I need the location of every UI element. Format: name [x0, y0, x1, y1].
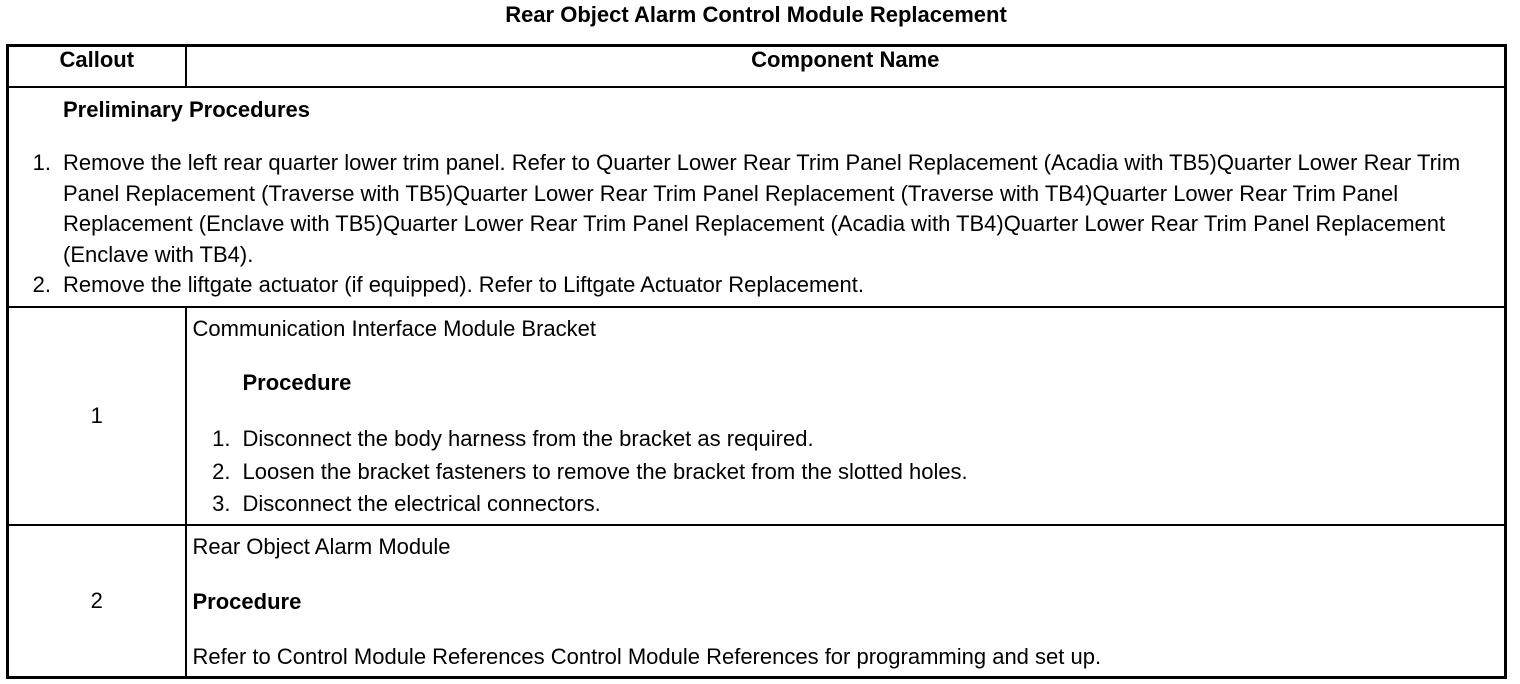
component-name: Rear Object Alarm Module	[192, 534, 451, 559]
step-text: Disconnect the electrical connectors.	[242, 491, 601, 516]
column-header-component-name: Component Name	[186, 46, 1506, 88]
table-header-row	[8, 46, 1506, 88]
step-number: 1.	[212, 426, 231, 451]
preliminary-procedures-row	[8, 87, 1506, 307]
step-text: Remove the liftgate actuator (if equipped). Refer to Liftgate Actuator Replacement.	[63, 272, 865, 297]
procedure-step	[212, 488, 1443, 521]
component-cell	[186, 525, 1506, 678]
procedure-note: Refer to Control Module References Control Module References for programming and set up.	[192, 644, 1102, 669]
step-number: 3.	[212, 491, 231, 516]
procedure-steps-list	[212, 423, 1443, 521]
step-text: Disconnect the body harness from the bracket as required.	[242, 426, 814, 451]
table-row	[8, 525, 1506, 678]
procedure-heading: Procedure	[192, 589, 302, 614]
table-row	[8, 307, 1506, 525]
preliminary-procedures-cell	[8, 87, 1506, 307]
callout-cell: 1	[8, 307, 186, 525]
procedure-step	[212, 456, 1443, 489]
step-number: 1.	[32, 150, 51, 175]
preliminary-steps-list	[32, 148, 1499, 301]
page-title: Rear Object Alarm Control Module Replacement	[505, 2, 1007, 27]
preliminary-step	[32, 148, 1499, 270]
procedure-table	[6, 44, 1507, 679]
step-number: 2.	[32, 272, 51, 297]
preliminary-step	[32, 270, 1499, 301]
component-cell	[186, 307, 1506, 525]
column-header-callout: Callout	[8, 46, 186, 88]
step-text: Remove the left rear quarter lower trim panel. Refer to Quarter Lower Rear Trim Panel Replacement (Acadia with TB5)Quarter Lower Rear Trim Panel Replacement (Traverse with TB5)Quarter Lower Rear Trim Panel Replacement (Traverse with TB4)Quarter Lower Rear Trim Panel Replacement (Enclave with TB5)Quarter Lower Rear Trim Panel Replacement (Acadia with TB4)Quarter Lower Rear Trim Panel Replacement (Enclave with TB4).	[63, 150, 1461, 267]
preliminary-procedures-heading: Preliminary Procedures	[63, 97, 311, 122]
component-name: Communication Interface Module Bracket	[192, 316, 597, 341]
callout-cell: 2	[8, 525, 186, 678]
step-number: 2.	[212, 458, 231, 484]
procedure-step	[212, 423, 1443, 456]
procedure-heading: Procedure	[242, 370, 352, 395]
step-text: Loosen the bracket fasteners to remove the bracket from the slotted holes.	[242, 458, 968, 484]
